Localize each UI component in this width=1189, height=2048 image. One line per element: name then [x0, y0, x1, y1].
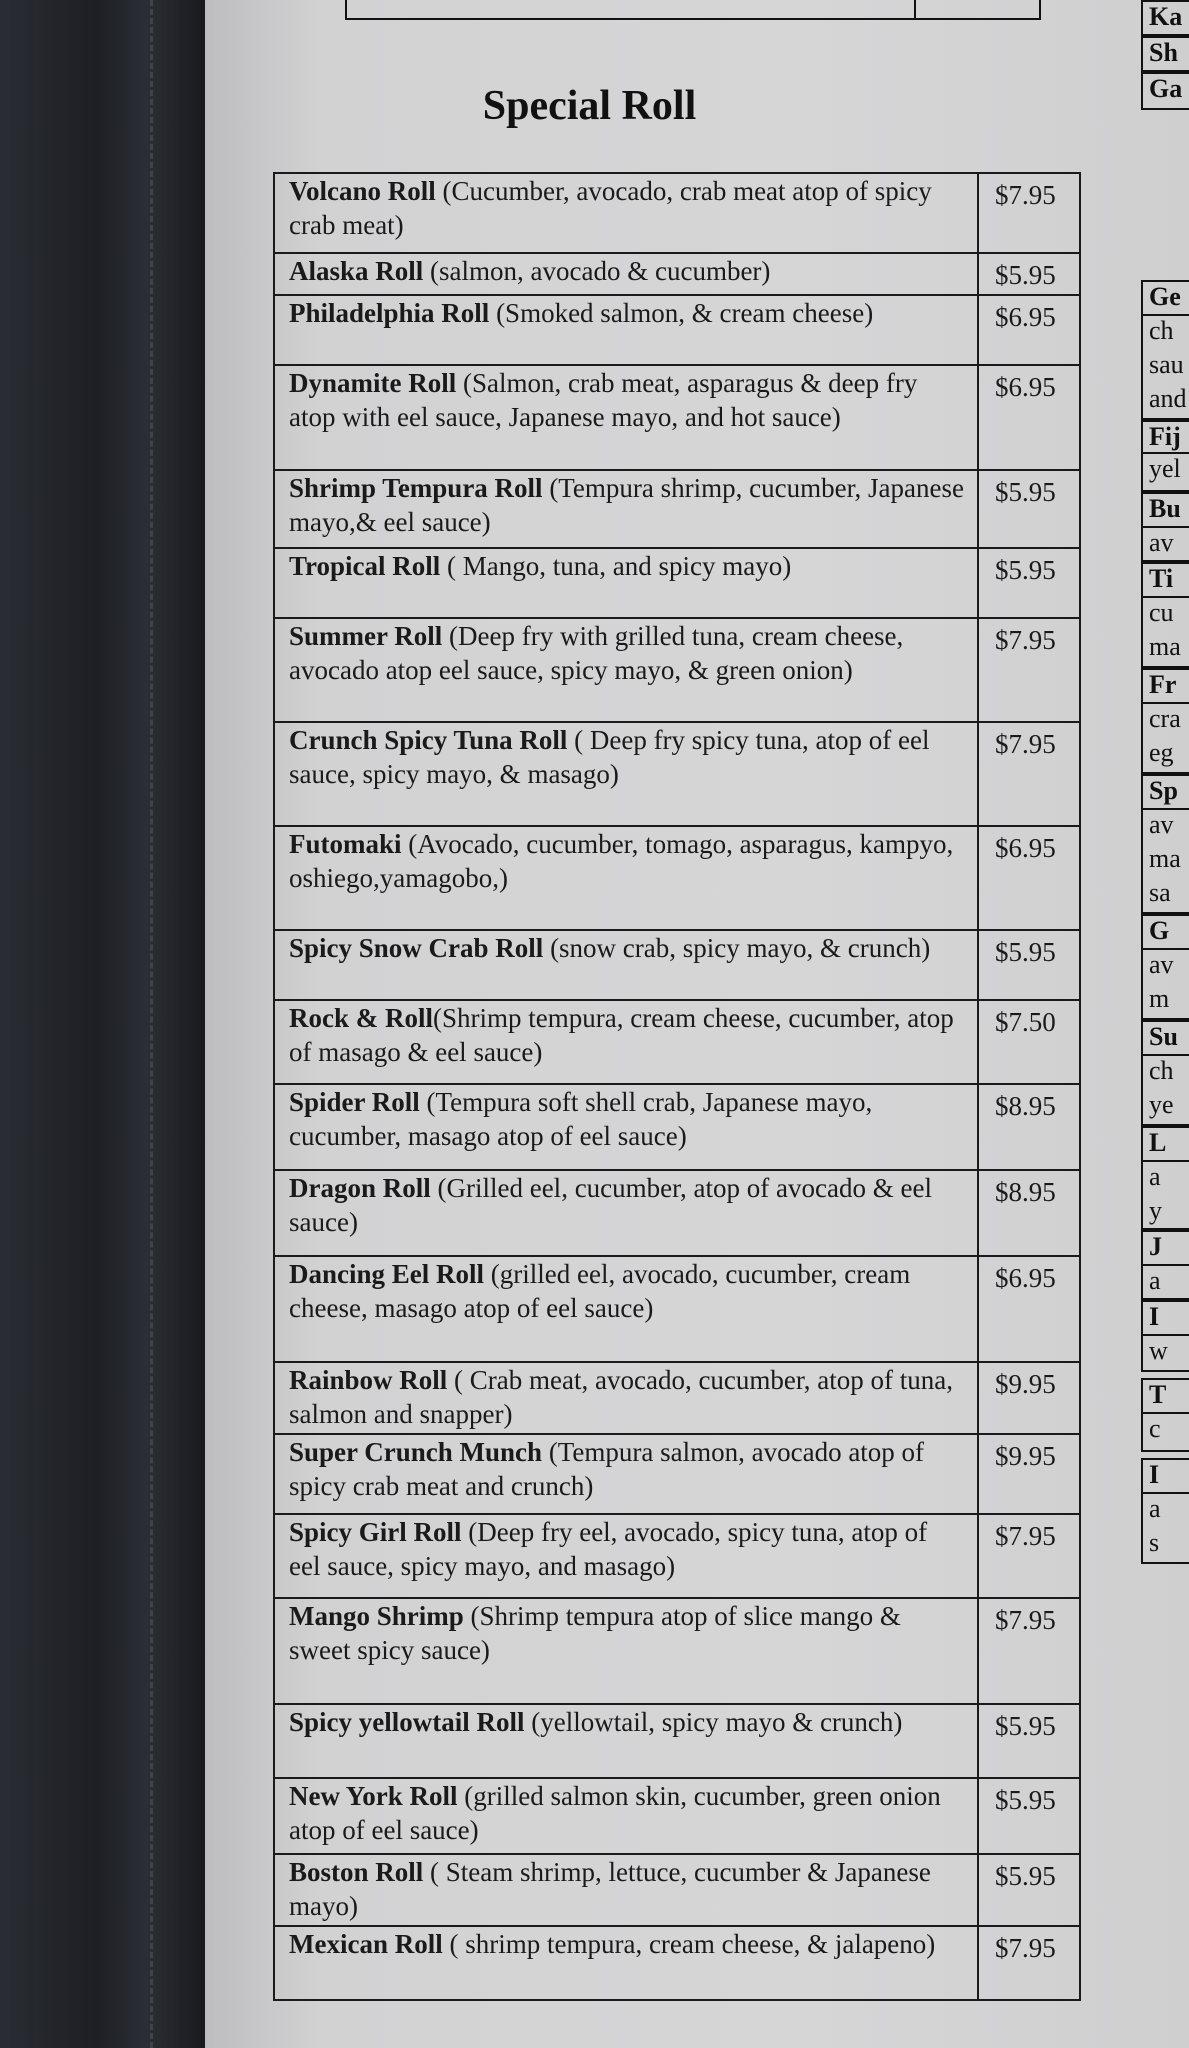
item-cell [274, 1926, 978, 2000]
item-description: ( Mango, tuna, and spicy mayo) [440, 551, 792, 581]
item-description: (snow crab, spicy mayo, & crunch) [543, 933, 931, 963]
item-cell [274, 365, 978, 470]
adjacent-cell: I [1141, 1300, 1189, 1336]
adjacent-cell: ye [1141, 1090, 1189, 1126]
adjacent-cell: w [1141, 1336, 1189, 1372]
item-name: Boston Roll [289, 1857, 424, 1887]
previous-table-bottom [345, 0, 1041, 20]
adjacent-cell: I [1141, 1458, 1189, 1494]
item-price: $5.95 [978, 1854, 1080, 1926]
item-name: Tropical Roll [289, 551, 441, 581]
item-cell [274, 295, 978, 365]
adjacent-cell: ma [1141, 844, 1189, 878]
item-price: $6.95 [978, 295, 1080, 365]
adjacent-cell: G [1141, 914, 1189, 950]
item-name: Summer Roll [289, 621, 443, 651]
adjacent-cell: av [1141, 810, 1189, 844]
item-price: $5.95 [978, 548, 1080, 618]
table-row [274, 253, 1080, 295]
item-name: Rock & Roll [289, 1003, 433, 1033]
item-cell [274, 930, 978, 1000]
item-price: $9.95 [978, 1362, 1080, 1434]
item-price: $7.50 [978, 1000, 1080, 1084]
table-row [274, 548, 1080, 618]
adjacent-cell: cra [1141, 704, 1189, 738]
item-name: Futomaki [289, 829, 402, 859]
item-name: Spicy Girl Roll [289, 1517, 462, 1547]
item-price: $8.95 [978, 1084, 1080, 1170]
item-description: (grilled eel, avocado, cucumber, cream cheese, masago atop of eel sauce) [289, 1259, 911, 1323]
item-cell [274, 1000, 978, 1084]
adjacent-cell: T [1141, 1378, 1189, 1414]
item-name: New York Roll [289, 1781, 458, 1811]
item-name: Mango Shrimp [289, 1601, 464, 1631]
item-name: Super Crunch Munch [289, 1437, 543, 1467]
adjacent-cell: ch [1141, 1056, 1189, 1090]
adjacent-cell: Fij [1141, 420, 1189, 454]
item-cell [274, 470, 978, 548]
item-cell [274, 618, 978, 722]
item-description: (Tempura shrimp, cucumber, Japanese mayo,& eel sauce) [289, 473, 964, 537]
adjacent-cell: Fr [1141, 668, 1189, 704]
item-description: (Tempura salmon, avocado atop of spicy crab meat and crunch) [289, 1437, 925, 1501]
table-row [274, 1434, 1080, 1514]
table-row [274, 826, 1080, 930]
adjacent-cell: L [1141, 1126, 1189, 1162]
item-cell [274, 1434, 978, 1514]
item-name: Rainbow Roll [289, 1365, 448, 1395]
item-description: (Tempura soft shell crab, Japanese mayo, cucumber, masago atop of eel sauce) [289, 1087, 873, 1151]
item-name: Dragon Roll [289, 1173, 431, 1203]
item-price: $8.95 [978, 1170, 1080, 1256]
table-row [274, 1362, 1080, 1434]
adjacent-cell: c [1141, 1414, 1189, 1452]
adjacent-cell: m [1141, 984, 1189, 1020]
item-name: Dancing Eel Roll [289, 1259, 485, 1289]
item-price: $7.95 [978, 1598, 1080, 1704]
adjacent-cell: Ga [1141, 72, 1189, 110]
item-price: $7.95 [978, 173, 1080, 253]
item-description: ( Deep fry spicy tuna, atop of eel sauce, spicy mayo, & masago) [289, 725, 930, 789]
table-row [274, 1000, 1080, 1084]
item-cell [274, 1256, 978, 1362]
adjacent-cell: ch [1141, 316, 1189, 350]
adjacent-cell: av [1141, 950, 1189, 984]
table-row [274, 1170, 1080, 1256]
item-description: (Shrimp tempura atop of slice mango & sweet spicy sauce) [289, 1601, 901, 1665]
table-row [274, 930, 1080, 1000]
item-name: Volcano Roll [289, 176, 436, 206]
table-row [274, 1256, 1080, 1362]
item-description: (Deep fry with grilled tuna, cream cheese, avocado atop eel sauce, spicy mayo, & green onion) [289, 621, 904, 685]
item-description: (grilled salmon skin, cucumber, green onion atop of eel sauce) [289, 1781, 941, 1845]
item-cell [274, 548, 978, 618]
adjacent-cell: Sh [1141, 36, 1189, 72]
adjacent-cell: eg [1141, 738, 1189, 774]
item-name: Shrimp Tempura Roll [289, 473, 543, 503]
adjacent-cell: and [1141, 384, 1189, 420]
item-name: Mexican Roll [289, 1929, 443, 1959]
item-description: (salmon, avocado & cucumber) [423, 256, 771, 286]
item-price: $5.95 [978, 1778, 1080, 1854]
section-title: Special Roll [482, 83, 697, 129]
adjacent-cell: s [1141, 1528, 1189, 1564]
table-row [274, 470, 1080, 548]
adjacent-cell: cu [1141, 598, 1189, 632]
item-description: (Grilled eel, cucumber, atop of avocado & eel sauce) [289, 1173, 932, 1237]
item-cell [274, 1170, 978, 1256]
adjacent-cell: J [1141, 1230, 1189, 1266]
item-description: (Avocado, cucumber, tomago, asparagus, kampyo, oshiego,yamagobo,) [289, 829, 954, 893]
item-description: (Salmon, crab meat, asparagus & deep fry atop with eel sauce, Japanese mayo, and hot sauce) [289, 368, 918, 432]
item-cell [274, 173, 978, 253]
item-cell [274, 1362, 978, 1434]
item-description: (Smoked salmon, & cream cheese) [489, 298, 874, 328]
item-cell [274, 1084, 978, 1170]
table-row [274, 365, 1080, 470]
table-row [274, 295, 1080, 365]
item-price: $7.95 [978, 1926, 1080, 2000]
item-description: ( Steam shrimp, lettuce, cucumber & Japanese mayo) [289, 1857, 931, 1921]
adjacent-cell: av [1141, 528, 1189, 562]
binder-cover [0, 0, 210, 2048]
table-row [274, 1704, 1080, 1778]
item-name: Spicy Snow Crab Roll [289, 933, 544, 963]
item-price: $6.95 [978, 365, 1080, 470]
table-row [274, 1598, 1080, 1704]
item-cell [274, 1778, 978, 1854]
item-price: $9.95 [978, 1434, 1080, 1514]
item-name: Spicy yellowtail Roll [289, 1707, 525, 1737]
item-cell [274, 722, 978, 826]
item-name: Spider Roll [289, 1087, 420, 1117]
adjacent-cell: y [1141, 1196, 1189, 1230]
table-row [274, 173, 1080, 253]
item-price: $6.95 [978, 1256, 1080, 1362]
adjacent-cell: Bu [1141, 492, 1189, 528]
adjacent-cell: Su [1141, 1020, 1189, 1056]
adjacent-cell: Ka [1141, 0, 1189, 36]
menu-table [273, 172, 1081, 2001]
item-description: ( shrimp tempura, cream cheese, & jalapeno) [442, 1929, 936, 1959]
table-row [274, 722, 1080, 826]
item-cell [274, 1514, 978, 1598]
item-name: Philadelphia Roll [289, 298, 490, 328]
adjacent-cell: yel [1141, 454, 1189, 492]
item-cell [274, 1854, 978, 1926]
table-row [274, 1084, 1080, 1170]
item-price: $6.95 [978, 826, 1080, 930]
adjacent-cell: ma [1141, 632, 1189, 668]
table-row [274, 1854, 1080, 1926]
table-row [274, 1778, 1080, 1854]
item-description: (yellowtail, spicy mayo & crunch) [524, 1707, 903, 1737]
adjacent-cell: Sp [1141, 774, 1189, 810]
item-price: $5.95 [978, 253, 1080, 295]
item-price: $5.95 [978, 470, 1080, 548]
table-row [274, 1514, 1080, 1598]
item-description: ( Crab meat, avocado, cucumber, atop of tuna, salmon and snapper) [289, 1365, 954, 1429]
item-description: (Deep fry eel, avocado, spicy tuna, atop of eel sauce, spicy mayo, and masago) [289, 1517, 928, 1581]
item-price: $5.95 [978, 1704, 1080, 1778]
item-name: Crunch Spicy Tuna Roll [289, 725, 568, 755]
item-price: $7.95 [978, 618, 1080, 722]
binder-stitching [150, 0, 153, 2048]
item-name: Alaska Roll [289, 256, 424, 286]
adjacent-cell: Ti [1141, 562, 1189, 598]
item-cell [274, 253, 978, 295]
table-row [274, 618, 1080, 722]
table-row [274, 1926, 1080, 2000]
adjacent-cell: a [1141, 1162, 1189, 1196]
adjacent-menu-column [1141, 0, 1189, 2048]
item-price: $7.95 [978, 1514, 1080, 1598]
item-price: $5.95 [978, 930, 1080, 1000]
item-cell [274, 1598, 978, 1704]
adjacent-cell: sau [1141, 350, 1189, 384]
item-name: Dynamite Roll [289, 368, 457, 398]
adjacent-cell: sa [1141, 878, 1189, 914]
adjacent-cell: a [1141, 1266, 1189, 1300]
item-cell [274, 826, 978, 930]
item-description: (Cucumber, avocado, crab meat atop of spicy crab meat) [289, 176, 932, 240]
item-price: $7.95 [978, 722, 1080, 826]
adjacent-cell: a [1141, 1494, 1189, 1528]
item-description: (Shrimp tempura, cream cheese, cucumber, atop of masago & eel sauce) [289, 1003, 954, 1067]
adjacent-cell: Ge [1141, 280, 1189, 316]
item-cell [274, 1704, 978, 1778]
